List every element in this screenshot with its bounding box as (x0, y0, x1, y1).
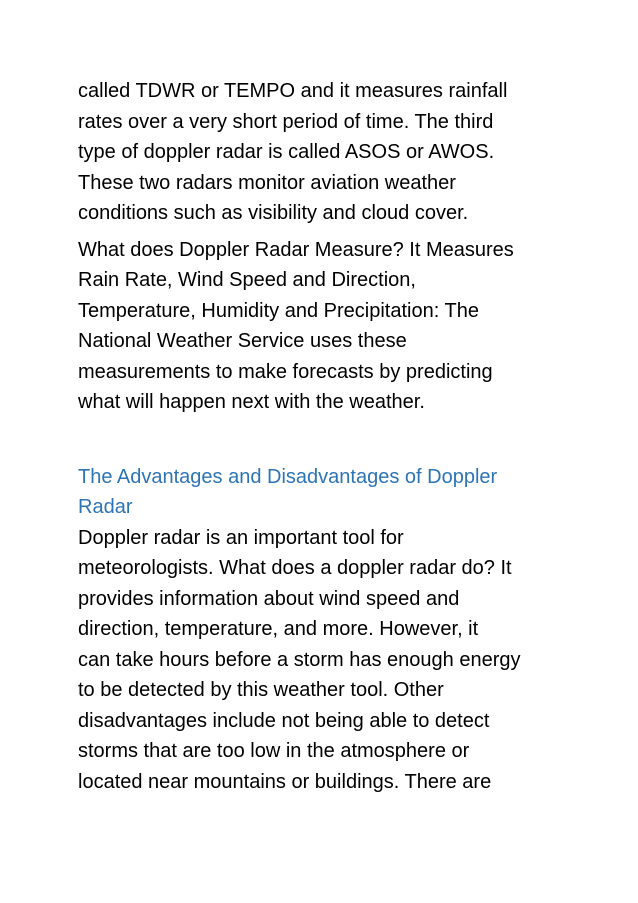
text-line: to be detected by this weather tool. Other (78, 679, 444, 701)
paragraph-radar-types (78, 76, 568, 229)
text-line: provides information about wind speed and (78, 587, 460, 610)
text-line: type of doppler radar is called ASOS or AWOS. (78, 141, 495, 163)
text-line: Doppler radar is an important tool for (78, 526, 404, 549)
text-line: disadvantages include not being able to detect (78, 709, 490, 732)
text-line: what will happen next with the weather. (78, 391, 425, 413)
text-line: direction, temperature, and more. However, it (78, 618, 479, 640)
text-line: storms that are too low in the atmosphere or (78, 740, 470, 762)
text-line: meteorologists. What does a doppler radar do? It (78, 557, 512, 579)
text-line: measurements to make forecasts by predicting (78, 360, 493, 383)
text-line: Rain Rate, Wind Speed and Direction, (78, 269, 416, 291)
text-line: Temperature, Humidity and Precipitation: The (78, 299, 479, 322)
paragraph-what-doppler-measures (78, 235, 568, 418)
section-heading (78, 462, 568, 523)
text-line: located near mountains or buildings. There are (78, 770, 492, 793)
document-body (78, 76, 568, 797)
text-line: What does Doppler Radar Measure? It Measures (78, 238, 514, 261)
heading-line: Radar (78, 496, 133, 518)
text-line: rates over a very short period of time. The third (78, 110, 494, 133)
text-line: called TDWR or TEMPO and it measures rainfall (78, 80, 508, 102)
paragraph-advantages (78, 523, 568, 798)
heading-line: The Advantages and Disadvantages of Doppler (78, 465, 498, 488)
text-line: conditions such as visibility and cloud cover. (78, 202, 469, 224)
text-line: These two radars monitor aviation weather (78, 171, 456, 194)
text-line: can take hours before a storm has enough energy (78, 648, 521, 671)
text-line: National Weather Service uses these (78, 330, 407, 352)
